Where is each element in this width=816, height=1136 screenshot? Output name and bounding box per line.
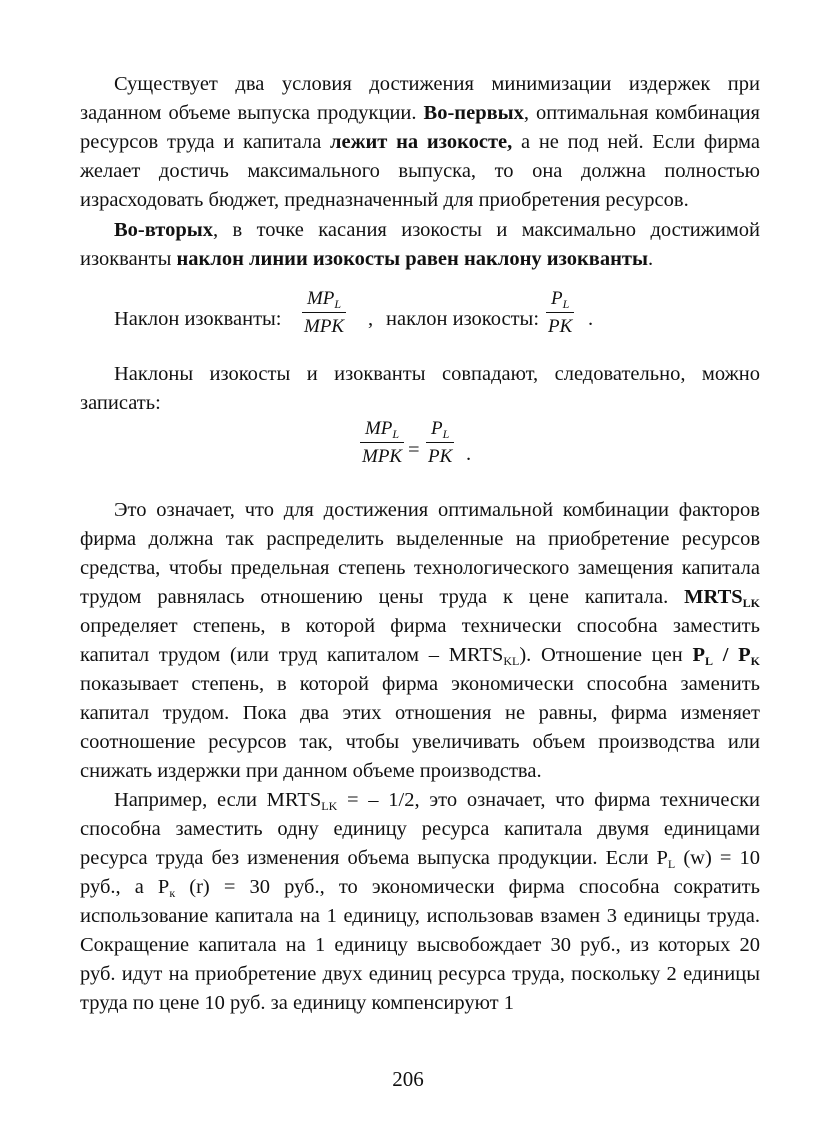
price-ratio-term: $P_L / P_K$ [692,644,761,668]
slope-formulas [80,274,760,360]
period: . [588,308,594,330]
subscript: L [334,297,342,311]
text-run: (r) = 30 руб., то экономически фирма способна сократить использование капитала на 1 единицу, использовав взамен 3 единицы труда. Сокращение капитала на 1 единицу высвобождает 30 руб., из которых 20 руб. идут на приобретение двух единиц ресурса труда, поскольку 2 единицы труда по цене 10 руб. за единицу компенсируют 1 [80,876,760,1014]
bold-term: лежит на изокосте, [330,131,513,153]
text-run: , оптимальная комбинация ресурсов труда и капитала [80,102,760,153]
bold-term: наклон линии изокосты равен наклону изокванты [176,248,648,270]
subscript: L [392,427,400,441]
paragraph-3: Наклоны изокосты и изокванты совпадают, следовательно, можно записать: [80,363,760,414]
text-run: = – 1/2, это означает, что фирма технически способна заместить одну единицу ресурса капитала двумя единицами ресурса труда без изменения объема выпуска продукции. Если P [80,789,760,869]
isoquant-slope-label: Наклон изокванты: [114,308,282,330]
mp-ratio-fraction [360,418,404,468]
subscript: L [442,427,450,441]
text-run: ). Отношение цен [519,644,693,666]
text-run: . [647,248,654,270]
isocost-slope-label: наклон изокосты: [386,308,540,330]
text-run: , в точке касания изокосты и максимально достижимой изокванты [80,219,760,270]
fraction-denominator: MPK [304,316,345,337]
page-number: 206 [392,1067,424,1091]
text-run: показывает степень, в которой фирма экономически способна заменить капитал трудом. Пока два этих отношения не равны, фирма изменяет соотношение ресурсов так, чтобы увеличивать объем производства или снижать издержки при данном объеме производства. [80,673,760,782]
bold-term: Во-первых [423,102,524,124]
isoquant-slope-fraction [302,288,346,338]
paragraph-2 [80,216,760,274]
fraction-bar [546,312,574,313]
fraction-bar [426,442,454,443]
fraction-denominator: PK [548,316,573,337]
fraction-denominator: PK [428,446,453,467]
body-text [80,70,760,1018]
fraction-denominator: MPK [362,446,403,467]
fraction-numerator: P [550,288,563,309]
subscript: L [562,297,570,311]
subscript: KL [503,654,520,668]
text-run: Существует два условия достижения минимизации издержек при заданном объеме выпуска продукции. [80,73,760,124]
subscript: L [667,857,676,871]
text-run: (w) = 10 руб., а P [80,847,760,898]
fraction-numerator: P [430,418,443,439]
bold-term: Во-вторых [114,219,214,241]
mrts-term: $MRTS_{LK}$ [684,586,760,610]
equality-formula [80,418,760,496]
paragraph-5 [80,786,760,1018]
fraction-numerator: MP [306,288,335,309]
text-run: Это означает, что для достижения оптимальной комбинации факторов фирма должна так распределить выделенные на приобретение ресурсов средства, чтобы предельная степень технологического замещения капитала трудом равнялась отношению цены труда к цене капитала. [80,499,760,608]
price-ratio-fraction [426,418,454,468]
subscript: K [750,654,761,668]
isocost-slope-fraction [546,288,574,338]
subscript: LK [742,596,760,610]
paragraph-4 [80,496,760,786]
equals-sign: = [408,439,420,461]
subscript: к [169,886,176,900]
text-run: а не под ней. Если фирма желает достичь максимального выпуска, то она должна полностью израсходовать бюджет, предназначенный для приобретения ресурсов. [80,131,760,211]
fraction-bar [302,312,346,313]
fraction-bar [360,442,404,443]
subscript: LK [321,799,338,813]
comma: , [368,308,374,330]
subscript: L [704,654,713,668]
text-run: определяет степень, в которой фирма технически способна заместить капитал трудом (или труд капиталом – MRTS [80,615,760,666]
fraction-numerator: MP [364,418,393,439]
text-run: Например, если MRTS [114,789,322,811]
period: . [466,443,472,465]
paragraph-1 [80,70,760,215]
